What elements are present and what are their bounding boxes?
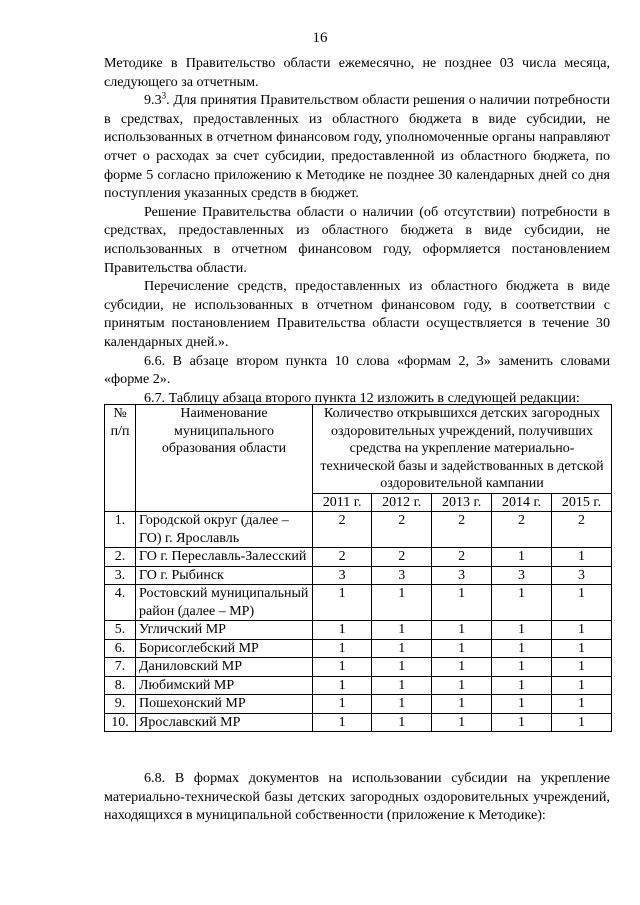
clause-number: 9.3: [144, 92, 162, 109]
year-value-cell: 1: [372, 621, 432, 640]
year-value-cell: 1: [313, 658, 372, 677]
paragraph-6-6: 6.6. В абзаце втором пункта 10 слова «формам 2, 3» заменить словами «форме 2».: [104, 352, 610, 388]
table-row: [105, 658, 612, 677]
table-row: [105, 713, 612, 732]
year-value-cell: 2: [492, 512, 552, 548]
row-number: 8.: [105, 676, 136, 695]
year-value-cell: 1: [492, 621, 552, 640]
paragraph-continuation: Методике в Правительство области ежемесячно, не позднее 03 числа месяца, следующего за отчетным.: [104, 55, 610, 90]
header-year-4: 2015 г.: [552, 493, 612, 512]
year-value-cell: 1: [552, 658, 612, 677]
header-year-1: 2012 г.: [372, 493, 432, 512]
paragraph-6-8: 6.8. В формах документов на использовании субсидии на укрепление материально-технической базы детских загородных оздоровительных учреждений, находящихся в муниципальной собственности (приложение к Методике):: [104, 770, 610, 824]
year-value-cell: 1: [552, 713, 612, 732]
year-value-cell: 2: [313, 548, 372, 567]
header-year-3: 2014 г.: [492, 493, 552, 512]
year-value-cell: 1: [492, 658, 552, 677]
clause-text: . Для принятия Правительством области решения о наличии потребности в средствах, предоставленных из областного бюджета в виде субсидии, не использованных в отчетном финансовом году, уполномоченные органы направляют отчет о расходах за счет субсидии, предоставленной из областного бюджета, по форме 5 согласно приложению к Методике не позднее 30 календарных дней со дня поступления указанных средств в бюджет.: [104, 92, 610, 202]
year-value-cell: 3: [552, 566, 612, 585]
header-year-0: 2011 г.: [313, 493, 372, 512]
paragraph-transfer: Перечисление средств, предоставленных из областного бюджета в виде субсидии, не использованных в отчетном финансовом году, в соответствии с принятым постановлением Правительства области осуществляется в течение 30 календарных дней.».: [104, 278, 610, 350]
year-value-cell: 2: [552, 512, 612, 548]
subsidy-table: [104, 404, 612, 732]
header-year-2: 2013 г.: [432, 493, 492, 512]
year-value-cell: 1: [372, 658, 432, 677]
header-count: Количество открывшихся детских загородных оздоровительных учреждений, получивших средства на укрепление материально-технической базы и задействованных в детской оздоровительной кампании: [313, 405, 612, 494]
year-value-cell: 1: [372, 695, 432, 714]
year-value-cell: 1: [432, 713, 492, 732]
table-row: [105, 566, 612, 585]
year-value-cell: 1: [313, 621, 372, 640]
municipality-name: Пошехонский МР: [136, 695, 313, 714]
year-value-cell: 3: [432, 566, 492, 585]
year-value-cell: 1: [492, 695, 552, 714]
year-value-cell: 2: [313, 512, 372, 548]
table-row: [105, 548, 612, 567]
table-row: [105, 585, 612, 621]
year-value-cell: 1: [372, 639, 432, 658]
year-value-cell: 1: [552, 639, 612, 658]
document-body-top: [104, 54, 610, 407]
year-value-cell: 1: [313, 585, 372, 621]
year-value-cell: 1: [313, 695, 372, 714]
year-value-cell: 1: [432, 658, 492, 677]
paragraph-6-7: 6.7. Таблицу абзаца второго пункта 12 изложить в следующей редакции:: [144, 389, 580, 406]
year-value-cell: 1: [313, 639, 372, 658]
year-value-cell: 1: [552, 695, 612, 714]
row-number: 10.: [105, 713, 136, 732]
municipality-name: Ярославский МР: [136, 713, 313, 732]
clause-superscript: 3: [161, 90, 167, 101]
table-row: [105, 512, 612, 548]
row-number: 6.: [105, 639, 136, 658]
table-row: [105, 639, 612, 658]
year-value-cell: 1: [313, 676, 372, 695]
row-number: 3.: [105, 566, 136, 585]
municipality-name: Любимский МР: [136, 676, 313, 695]
year-value-cell: 2: [372, 512, 432, 548]
year-value-cell: 1: [492, 585, 552, 621]
page-number: 16: [312, 30, 328, 46]
row-number: 5.: [105, 621, 136, 640]
table-row: [105, 676, 612, 695]
year-value-cell: 1: [492, 639, 552, 658]
year-value-cell: 2: [432, 512, 492, 548]
year-value-cell: 1: [372, 585, 432, 621]
year-value-cell: 1: [552, 548, 612, 567]
paragraph-9-3-3: [104, 91, 610, 203]
year-value-cell: 1: [432, 639, 492, 658]
year-value-cell: 1: [432, 621, 492, 640]
row-number: 1.: [105, 512, 136, 548]
table-body: [105, 512, 612, 732]
table-row: [105, 695, 612, 714]
year-value-cell: 1: [492, 548, 552, 567]
municipality-name: Ростовский муниципальный район (далее – МР): [136, 585, 313, 621]
year-value-cell: 3: [313, 566, 372, 585]
year-value-cell: 3: [492, 566, 552, 585]
row-number: 9.: [105, 695, 136, 714]
year-value-cell: 2: [432, 548, 492, 567]
municipality-name: Борисоглебский МР: [136, 639, 313, 658]
row-number: 2.: [105, 548, 136, 567]
year-value-cell: 2: [372, 548, 432, 567]
year-value-cell: 3: [372, 566, 432, 585]
year-value-cell: 1: [432, 695, 492, 714]
year-value-cell: 1: [552, 621, 612, 640]
header-municipality: Наименование муниципального образования области: [136, 405, 313, 512]
year-value-cell: 1: [372, 676, 432, 695]
paragraph-decision: Решение Правительства области о наличии (об отсутствии) потребности в средствах, предоставленных из областного бюджета в виде субсидии, не использованных в отчетном финансовом году, оформляется постановлением Правительства области.: [104, 203, 610, 276]
header-row-number: № п/п: [105, 405, 136, 512]
municipality-name: Даниловский МР: [136, 658, 313, 677]
row-number: 4.: [105, 585, 136, 621]
municipality-name: ГО г. Переславль-Залесский: [136, 548, 313, 567]
year-value-cell: 1: [432, 585, 492, 621]
municipality-name: ГО г. Рыбинск: [136, 566, 313, 585]
year-value-cell: 1: [313, 713, 372, 732]
municipality-name: Городской округ (далее – ГО) г. Ярославль: [136, 512, 313, 548]
year-value-cell: 1: [492, 713, 552, 732]
year-value-cell: 1: [552, 585, 612, 621]
municipality-name: Угличский МР: [136, 621, 313, 640]
table-row: [105, 621, 612, 640]
year-value-cell: 1: [492, 676, 552, 695]
year-value-cell: 1: [552, 676, 612, 695]
year-value-cell: 1: [432, 676, 492, 695]
year-value-cell: 1: [372, 713, 432, 732]
row-number: 7.: [105, 658, 136, 677]
